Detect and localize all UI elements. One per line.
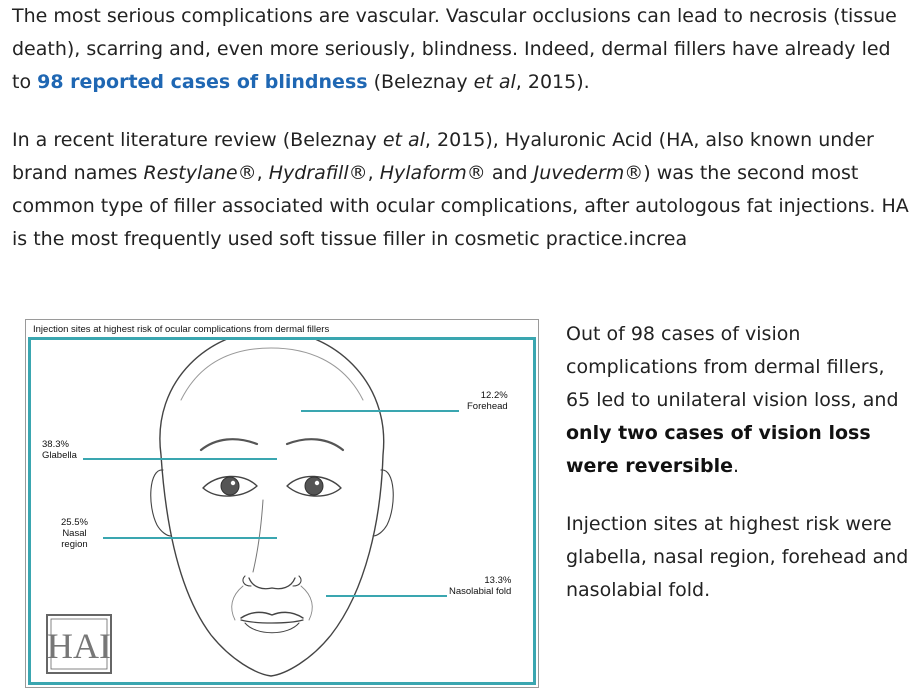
blindness-cases-link[interactable]: 98 reported cases of blindness — [37, 71, 368, 93]
injection-sites-paragraph: Injection sites at highest risk were glabella, nasal region, forehead and nasolabial fold. — [566, 513, 909, 601]
brand-hydrafill: Hydrafill — [268, 162, 349, 184]
intro-paragraph — [12, 0, 912, 99]
nasolabial-label — [449, 575, 511, 597]
glabella-name: Glabella — [42, 450, 77, 461]
citation-etal: et al — [473, 71, 516, 93]
citation-etal: et al — [382, 129, 425, 151]
figure-title: Injection sites at highest risk of ocular complications from dermal fillers — [33, 324, 330, 335]
figure-summary — [566, 318, 911, 607]
nasal-region-name: region — [61, 539, 88, 550]
left-nasolabial-line — [232, 586, 243, 620]
left-pupil-highlight — [231, 481, 235, 485]
nose-bridge — [253, 500, 263, 572]
paragraph-text: ®) was the second most common type of filler associated with ocular complications, after autologous fat injections. HA is the most frequently used soft tissue filler in cosmetic practice.increa — [12, 162, 909, 250]
nasal-name: Nasal — [62, 528, 87, 539]
right-iris — [305, 477, 323, 495]
brand-hylaform: Hylaform — [379, 162, 467, 184]
reversible-highlight: only two cases of vision loss were reversible — [566, 422, 871, 477]
right-eyebrow — [287, 439, 343, 450]
nasal-label — [61, 517, 88, 550]
nose-tip — [249, 578, 295, 589]
figure-frame — [28, 337, 536, 685]
paragraph-text: ®, — [237, 162, 269, 184]
vision-loss-paragraph — [566, 318, 911, 483]
forehead-name: Forehead — [467, 401, 508, 412]
paragraph-text: , 2015). — [515, 71, 590, 93]
face-illustration — [31, 340, 533, 682]
glabella-label — [42, 439, 77, 461]
hair-cap — [181, 348, 363, 400]
paragraph-text: . — [733, 455, 740, 477]
paragraph-text: Out of 98 cases of vision complications from dermal fillers, 65 led to unilateral vision loss, and — [566, 323, 899, 411]
left-ear — [151, 470, 171, 536]
nasolabial-name: Nasolabial fold — [449, 586, 512, 597]
brand-restylane: Restylane — [143, 162, 238, 184]
paragraph-text: ®, — [348, 162, 380, 184]
nasal-percent: 25.5% — [61, 517, 88, 528]
review-paragraph — [12, 124, 912, 256]
forehead-label — [467, 390, 508, 412]
lip-line — [241, 620, 303, 623]
brand-juvederm: Juvederm — [533, 162, 625, 184]
left-iris — [221, 477, 239, 495]
paragraph-text: In a recent literature review (Beleznay — [12, 129, 383, 151]
right-pupil-highlight — [315, 481, 319, 485]
paragraph-text: , 2015), Hyaluronic Acid (HA, also known under brand names — [12, 129, 874, 184]
lower-lip — [245, 623, 299, 633]
glabella-percent: 38.3% — [42, 439, 69, 450]
upper-lip — [241, 612, 303, 618]
paragraph-text: ® and — [466, 162, 534, 184]
right-nasolabial-line — [301, 586, 312, 620]
face-outline — [160, 340, 384, 676]
paragraph-text: The most serious complications are vascular. Vascular occlusions can lead to necrosis (tissue death), scarring and, even more seriously, blindness. Indeed, dermal fillers have already led to — [12, 5, 897, 93]
paragraph-text: (Beleznay — [367, 71, 474, 93]
hai-logo — [47, 615, 111, 673]
logo-text: HAI — [47, 626, 111, 666]
forehead-percent: 12.2% — [480, 390, 508, 401]
left-eyebrow — [201, 439, 257, 450]
injection-sites-figure — [25, 319, 539, 688]
nasolabial-percent: 13.3% — [484, 575, 512, 586]
